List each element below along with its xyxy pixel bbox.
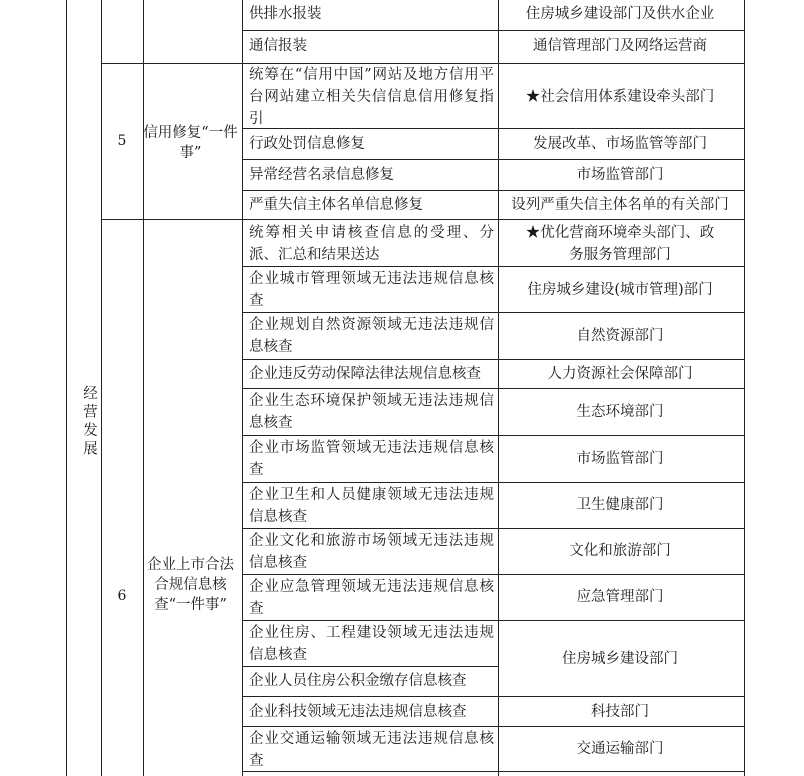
table-row-dept: 交通运输部门: [576, 741, 664, 757]
table-row-matter: 企业人员住房公积金缴存信息核查: [249, 673, 467, 689]
category-label: 经营发展: [81, 385, 97, 459]
table-row-matter: 企业市场监管领域无违法违规信息核查: [249, 440, 494, 478]
row-divider: [242, 620, 745, 621]
table-row-dept: 市场监管部门: [576, 451, 664, 467]
table-row-matter: 企业违反劳动保障法律法规信息核查: [249, 366, 481, 382]
table-row-dept: 市场监管部门: [576, 167, 664, 183]
row-divider: [242, 312, 745, 313]
table-row-matter: 异常经营名录信息修复: [249, 167, 394, 183]
table-row-dept: 科技部门: [591, 704, 649, 720]
row-divider: [242, 574, 745, 575]
group-number: 6: [117, 588, 127, 604]
table-row-dept: 文化和旅游部门: [569, 543, 671, 559]
table-row-dept: 住房城乡建设(城市管理)部门: [527, 282, 713, 298]
table-border-left: [66, 0, 67, 776]
table-row-matter: 企业科技领域无违法违规信息核查: [249, 704, 467, 720]
row-divider: [242, 435, 745, 436]
table-row-dept: 通信管理部门及网络运营商: [533, 38, 707, 54]
table-row-dept: 设列严重失信主体名单的有关部门: [511, 197, 729, 213]
row-divider: [242, 666, 498, 667]
table-row-matter: 企业规划自然资源领域无违法违规信息核查: [249, 317, 494, 355]
table-row-matter: 企业应急管理领域无违法违规信息核查: [249, 579, 494, 617]
table-row-matter: 统筹相关申请核查信息的受理、分派、汇总和结果送达: [249, 225, 494, 263]
table-row-matter: 严重失信主体名单信息修复: [249, 197, 423, 213]
table-row-dept: ★社会信用体系建设牵头部门: [525, 89, 715, 105]
row-divider: [242, 528, 745, 529]
table-row-dept: 住房城乡建设部门: [562, 651, 678, 667]
table-row-dept: ★优化营商环境牵头部门、政务服务管理部门: [525, 225, 715, 263]
row-divider: [242, 482, 745, 483]
table-row-matter: 通信报装: [249, 38, 307, 54]
table-row-dept: 自然资源部门: [576, 328, 664, 344]
table-row-dept: 应急管理部门: [576, 589, 664, 605]
row-divider: [242, 190, 745, 191]
group-name: 信用修复“一件事”: [143, 125, 238, 161]
table-row-matter: 企业卫生和人员健康领域无违法违规信息核查: [249, 487, 494, 525]
table-row-dept: 人力资源社会保障部门: [547, 366, 693, 382]
row-divider: [242, 30, 745, 31]
row-divider: [242, 159, 745, 160]
table-row-matter: 行政处罚信息修复: [249, 136, 365, 152]
group-name: 企业上市合法合规信息核查“一件事”: [147, 557, 234, 613]
table-row-matter: 企业住房、工程建设领域无违法违规信息核查: [249, 625, 494, 663]
row-divider: [242, 359, 745, 360]
table-row-matter: 企业城市管理领域无违法违规信息核查: [249, 271, 494, 309]
group-divider: [101, 219, 745, 220]
table-row-matter: 企业生态环境保护领域无违法违规信息核查: [249, 393, 494, 431]
row-divider: [242, 388, 745, 389]
row-divider: [242, 696, 745, 697]
column-divider-number: [143, 0, 144, 776]
table-row-matter: 企业交通运输领域无违法违规信息核查: [249, 731, 494, 769]
row-divider: [242, 726, 745, 727]
table-row-matter: 统筹在“信用中国”网站及地方信用平台网站建立相关失信信息信用修复指引: [249, 67, 494, 127]
row-divider: [242, 266, 745, 267]
table-row-matter: 企业文化和旅游市场领域无违法违规信息核查: [249, 533, 494, 571]
group-number: 5: [117, 133, 127, 149]
table-row-dept: 发展改革、市场监管等部门: [533, 136, 707, 152]
table-row-dept: 卫生健康部门: [576, 497, 664, 513]
table-row-matter: 供排水报装: [249, 6, 322, 22]
column-divider-category: [101, 0, 102, 776]
table-row-dept: 住房城乡建设部门及供水企业: [525, 6, 715, 22]
table-row-dept: 生态环境部门: [576, 404, 664, 420]
